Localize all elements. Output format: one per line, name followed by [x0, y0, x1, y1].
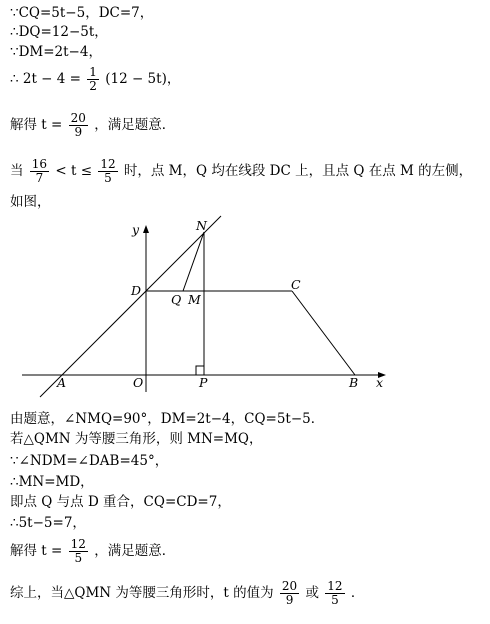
line-9: 若△QMN 为等腰三角形，则 MN=MQ，	[10, 431, 263, 447]
segment-nq	[183, 232, 204, 291]
line-14	[10, 538, 175, 565]
line-8: 由题意，∠NMQ=90°，DM=2t−4，CQ=5t−5．	[10, 411, 325, 427]
line-15-prefix: 综上，当△QMN 为等腰三角形时，t 的值为	[10, 585, 274, 601]
line-4	[10, 66, 180, 93]
fraction-denominator: 5	[331, 593, 339, 607]
fraction-half	[87, 66, 99, 93]
label-c: C	[291, 277, 301, 292]
line-6-mid: < t ≤	[55, 163, 93, 179]
fraction-20-9	[69, 112, 88, 139]
label-b: B	[349, 375, 359, 390]
fraction-16-7	[30, 158, 49, 185]
line-5	[10, 112, 175, 139]
line-15-mid: 或	[305, 585, 319, 601]
line-5-suffix: ，满足题意．	[94, 117, 176, 133]
fraction-numerator: 12	[70, 537, 86, 551]
label-a: A	[57, 375, 67, 390]
fraction-numerator: 16	[31, 157, 48, 171]
coordinate-figure	[0, 212, 490, 412]
fraction-numerator: 20	[281, 579, 298, 593]
label-m: M	[188, 292, 201, 307]
fraction-denominator: 9	[74, 125, 83, 139]
segment-cb	[292, 291, 355, 375]
fraction-denominator: 7	[35, 171, 44, 185]
line-3: ∵DM=2t−4，	[10, 44, 102, 60]
right-angle-mark	[196, 366, 204, 375]
line-11: ∴MN=MD，	[10, 474, 94, 490]
line-10: ∵∠NDM=∠DAB=45°，	[10, 453, 169, 469]
line-14-suffix: ，满足题意．	[94, 543, 176, 559]
y-axis-arrow	[143, 225, 149, 233]
fraction-12-5	[325, 580, 344, 607]
label-n: N	[196, 218, 207, 233]
line-12: 即点 Q 与点 D 重合，CQ=CD=7，	[10, 494, 231, 510]
label-x: x	[376, 375, 384, 390]
label-o: O	[133, 375, 144, 390]
line-15-suffix: ．	[350, 585, 365, 601]
line-15	[10, 580, 364, 607]
line-14-prefix: 解得 t =	[10, 543, 63, 559]
line-13: ∴5t−5=7，	[10, 515, 86, 531]
label-d: D	[131, 283, 142, 298]
line-2: ∴DQ=12−5t，	[10, 24, 108, 40]
fraction-numerator: 12	[327, 579, 343, 593]
label-p: P	[199, 375, 208, 390]
fraction-numerator: 20	[70, 111, 86, 125]
fraction-12-5	[69, 538, 88, 565]
fraction-denominator: 5	[104, 171, 112, 185]
fraction-numerator: 1	[89, 65, 97, 79]
fraction-20-9	[280, 580, 299, 607]
line-7: 如图，	[10, 194, 51, 210]
label-y: y	[132, 222, 140, 237]
fraction-denominator: 2	[89, 79, 97, 93]
label-q: Q	[171, 292, 182, 307]
fraction-denominator: 5	[74, 551, 83, 565]
fraction-12-5	[98, 158, 117, 185]
line-4-suffix: (12 − 5t)，	[105, 71, 181, 87]
fraction-denominator: 9	[285, 593, 294, 607]
line-5-prefix: 解得 t =	[10, 117, 63, 133]
line-1: ∵CQ=5t−5，DC=7，	[10, 5, 154, 21]
line-4-prefix: ∴ 2t − 4 =	[10, 71, 81, 87]
line-6	[10, 158, 472, 185]
line-6-suffix: 时，点 M，Q 均在线段 DC 上，且点 Q 在点 M 的左侧，	[123, 163, 473, 179]
line-6-prefix: 当	[10, 163, 24, 179]
fraction-numerator: 12	[100, 157, 116, 171]
